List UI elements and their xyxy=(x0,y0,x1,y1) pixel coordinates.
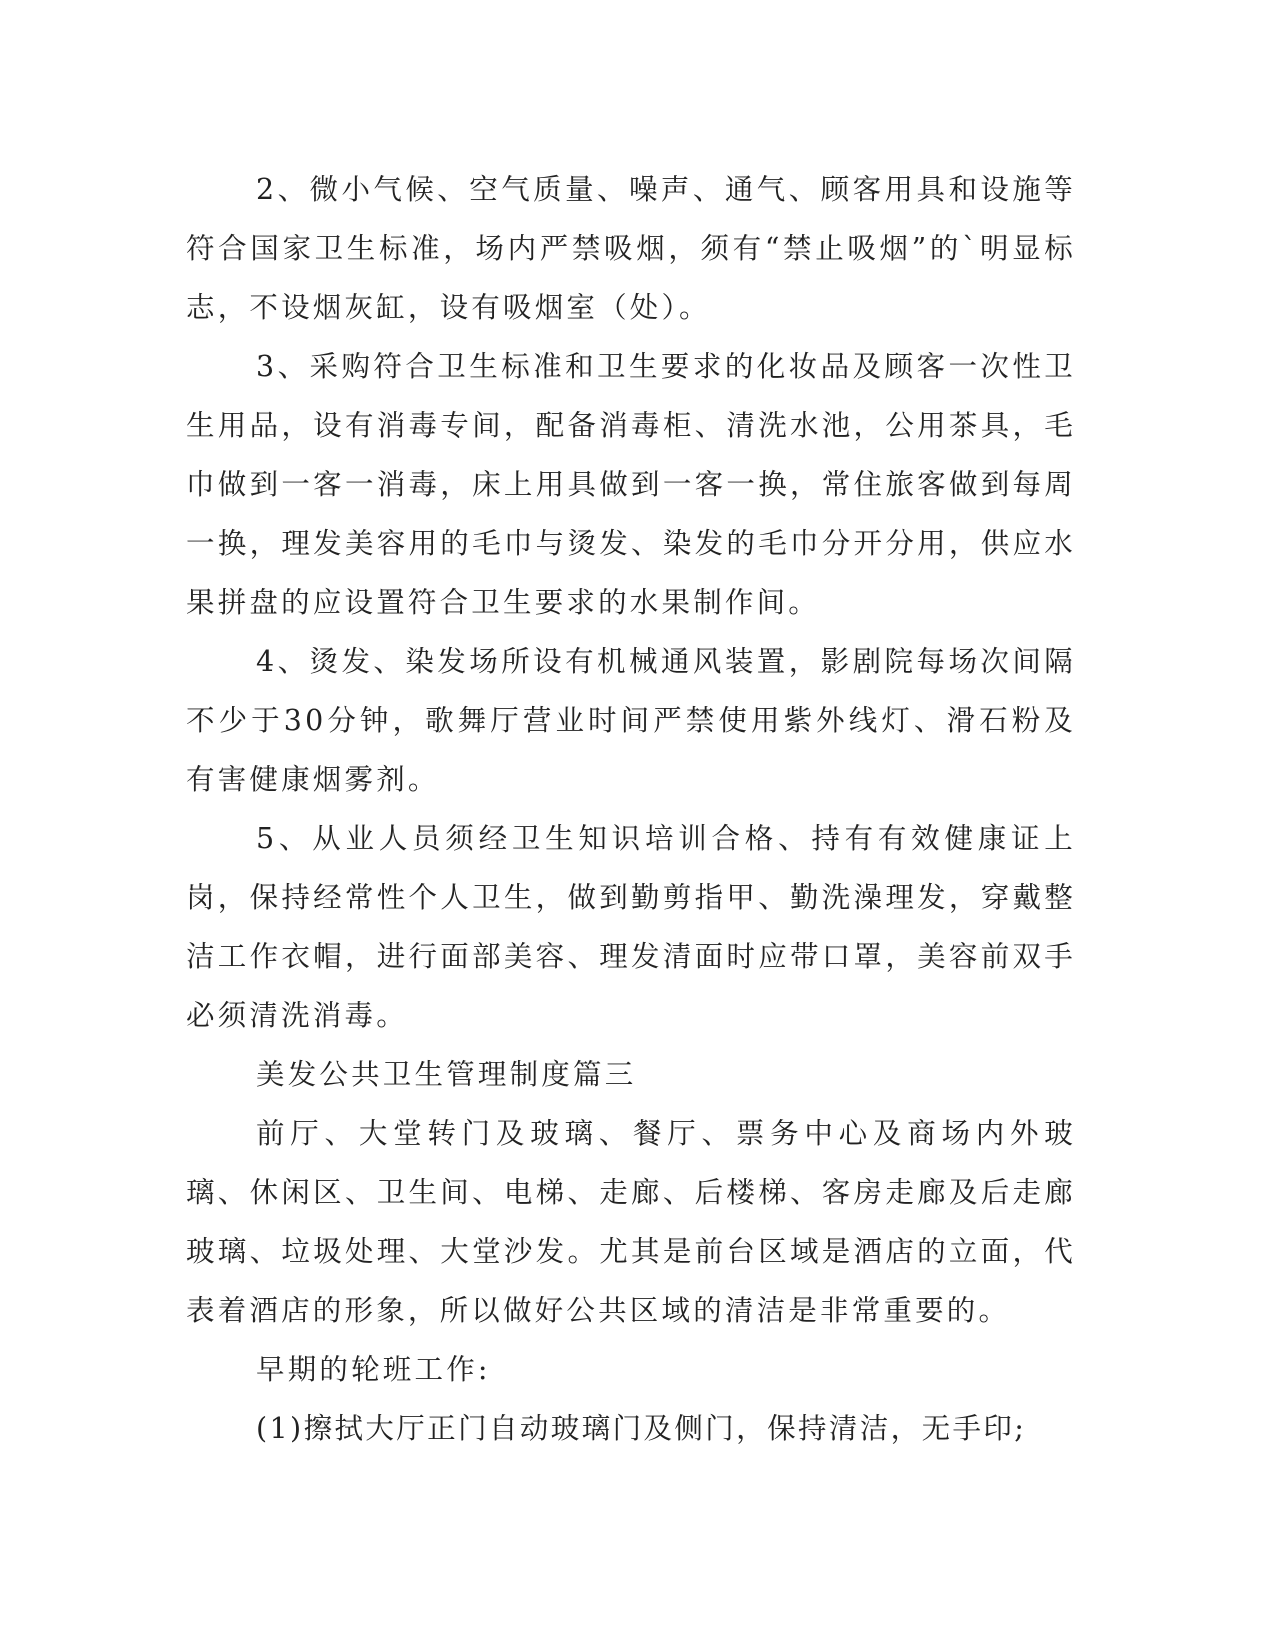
section-heading: 美发公共卫生管理制度篇三 xyxy=(256,1058,637,1091)
paragraph-item-2: 2、微小气候、空气质量、噪声、通气、顾客用具和设施等符合国家卫生标准，场内严禁吸烟，须有“禁止吸烟”的`明显标志，不设烟灰缸，设有吸烟室（处）。 xyxy=(186,173,1076,324)
paragraph-public-areas: 前厅、大堂转门及玻璃、餐厅、票务中心及商场内外玻璃、休闲区、卫生间、电梯、走廊、后楼梯、客房走廊及后走廊玻璃、垃圾处理、大堂沙发。尤其是前台区域是酒店的立面，代表着酒店的形象，所以做好公共区域的清洁是非常重要的。 xyxy=(186,1117,1076,1327)
paragraph-item-4: 4、烫发、染发场所设有机械通风装置，影剧院每场次间隔不少于30分钟，歌舞厅营业时间严禁使用紫外线灯、滑石粉及有害健康烟雾剂。 xyxy=(186,645,1076,796)
paragraph-item-5: 5、从业人员须经卫生知识培训合格、持有有效健康证上岗，保持经常性个人卫生，做到勤剪指甲、勤洗澡理发，穿戴整洁工作衣帽，进行面部美容、理发清面时应带口罩，美容前双手必须清洗消毒。 xyxy=(186,822,1076,1032)
document-body xyxy=(186,160,1076,1458)
paragraph-early-shift: 早期的轮班工作: xyxy=(256,1353,491,1386)
paragraph-item-3: 3、采购符合卫生标准和卫生要求的化妆品及顾客一次性卫生用品，设有消毒专间，配备消毒柜、清洗水池，公用茶具，毛巾做到一客一消毒，床上用具做到一客一换，常住旅客做到每周一换，理发美容用的毛巾与烫发、染发的毛巾分开分用，供应水果拼盘的应设置符合卫生要求的水果制作间。 xyxy=(186,350,1076,619)
paragraph-task-1: (1)擦拭大厅正门自动玻璃门及侧门，保持清洁，无手印; xyxy=(256,1412,1027,1445)
